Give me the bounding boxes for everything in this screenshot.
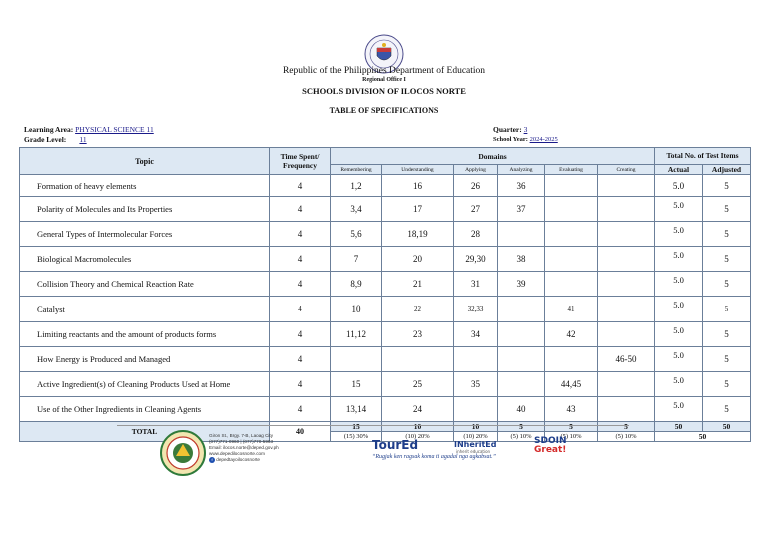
time-cell: 4	[270, 175, 331, 197]
adjusted-cell: 5	[703, 322, 751, 347]
actual-cell: 5.0	[655, 197, 703, 222]
division-contact-info	[209, 433, 279, 463]
item-cell: 42	[545, 322, 598, 347]
region-line: Regional Office I	[362, 77, 406, 83]
adjusted-cell: 5	[703, 272, 751, 297]
time-header: Time Spent/ Frequency	[270, 148, 331, 175]
time-cell: 4	[270, 272, 331, 297]
topic-cell: Formation of heavy elements	[20, 175, 270, 197]
table-row	[20, 222, 751, 247]
total-items-header: Total No. of Test Items	[655, 148, 751, 165]
time-cell: 4	[270, 297, 331, 322]
table-row	[20, 372, 751, 397]
item-cell	[598, 222, 655, 247]
domain-creating: Creating	[598, 165, 655, 175]
item-cell: 11,12	[331, 322, 382, 347]
actual-cell: 5.0	[655, 247, 703, 272]
item-cell: 13,14	[331, 397, 382, 422]
actual-cell: 5.0	[655, 175, 703, 197]
phone-line: (077)771-0960 | (077)770-5963	[209, 439, 274, 444]
republic-line: Republic of the Philippines Department of Education	[282, 66, 486, 76]
domain-analyzing: Analyzing	[498, 165, 545, 175]
table-row	[20, 322, 751, 347]
table-row	[20, 397, 751, 422]
grand-total-cell: 50	[655, 432, 751, 442]
domain-percent-cell: (15) 30%	[331, 432, 382, 442]
item-cell	[545, 347, 598, 372]
time-cell: 4	[270, 222, 331, 247]
adjusted-header: Adjusted	[703, 165, 751, 175]
actual-cell: 5.0	[655, 322, 703, 347]
domain-percent-cell: (10) 20%	[382, 432, 454, 442]
item-cell: 21	[382, 272, 454, 297]
domain-percent-cell: (5) 10%	[545, 432, 598, 442]
division-logo-icon	[160, 430, 206, 476]
item-cell	[454, 347, 498, 372]
item-cell: 8,9	[331, 272, 382, 297]
item-cell	[498, 297, 545, 322]
item-cell: 36	[498, 175, 545, 197]
time-cell: 4	[270, 397, 331, 422]
actual-cell: 5.0	[655, 372, 703, 397]
table-row	[20, 272, 751, 297]
adjusted-cell: 5	[703, 247, 751, 272]
item-cell: 17	[382, 197, 454, 222]
adjusted-cell: 5	[703, 372, 751, 397]
item-cell: 28	[454, 222, 498, 247]
actual-cell: 5.0	[655, 272, 703, 297]
toured-logo: TourEd	[372, 438, 419, 452]
topic-cell: Limiting reactants and the amount of products forms	[20, 322, 270, 347]
total-time-cell: 40	[270, 422, 331, 442]
adjusted-cell: 5	[703, 397, 751, 422]
item-cell	[598, 372, 655, 397]
inherited-subtitle: inherit education	[456, 449, 491, 454]
item-cell: 31	[454, 272, 498, 297]
address-line: Giron St., Brgy. 7-B, Laoag City	[209, 433, 273, 438]
item-cell	[598, 175, 655, 197]
item-cell: 5,6	[331, 222, 382, 247]
item-cell	[498, 372, 545, 397]
item-cell: 27	[454, 197, 498, 222]
time-cell: 4	[270, 247, 331, 272]
item-cell: 41	[545, 297, 598, 322]
topic-cell: Collision Theory and Chemical Reaction Rate	[20, 272, 270, 297]
item-cell	[454, 397, 498, 422]
item-cell: 18,19	[382, 222, 454, 247]
domain-count-cell: 10	[454, 422, 498, 432]
domain-remembering: Remembering	[331, 165, 382, 175]
domain-count-cell: 5	[598, 422, 655, 432]
adjusted-cell: 5	[703, 175, 751, 197]
topic-cell: Polarity of Molecules and Its Properties	[20, 197, 270, 222]
item-cell: 29,30	[454, 247, 498, 272]
actual-header: Actual	[655, 165, 703, 175]
item-cell: 43	[545, 397, 598, 422]
topic-cell: Active Ingredient(s) of Cleaning Products Used at Home	[20, 372, 270, 397]
item-cell	[545, 247, 598, 272]
total-counts-row	[20, 422, 751, 432]
topic-cell: General Types of Intermolecular Forces	[20, 222, 270, 247]
item-cell: 10	[331, 297, 382, 322]
school-year: School Year: 2024-2025	[493, 136, 558, 143]
item-cell	[545, 272, 598, 297]
item-cell	[545, 222, 598, 247]
item-cell	[598, 272, 655, 297]
item-cell: 24	[382, 397, 454, 422]
facebook-handle: depedtayoilocosnorte	[216, 457, 260, 463]
item-cell: 1,2	[331, 175, 382, 197]
item-cell	[598, 322, 655, 347]
domain-percent-cell: (10) 20%	[454, 432, 498, 442]
adjusted-cell: 5	[703, 222, 751, 247]
domain-percent-cell: (5) 10%	[498, 432, 545, 442]
inherited-logo: INheritEd	[454, 440, 497, 449]
item-cell: 25	[382, 372, 454, 397]
table-row	[20, 347, 751, 372]
time-cell: 4	[270, 347, 331, 372]
domain-percent-cell: (5) 10%	[598, 432, 655, 442]
item-cell: 22	[382, 297, 454, 322]
time-cell: 4	[270, 372, 331, 397]
actual-cell: 5.0	[655, 347, 703, 372]
topic-cell: Use of the Other Ingredients in Cleaning Agents	[20, 397, 270, 422]
item-cell: 46-50	[598, 347, 655, 372]
item-cell: 7	[331, 247, 382, 272]
item-cell: 35	[454, 372, 498, 397]
item-cell	[498, 347, 545, 372]
learning-area: Learning Area: PHYSICAL SCIENCE 11	[24, 125, 154, 134]
facebook-icon: f	[209, 457, 215, 463]
topic-cell: How Energy is Produced and Managed	[20, 347, 270, 372]
item-cell	[598, 297, 655, 322]
item-cell	[331, 347, 382, 372]
topic-header: Topic	[20, 148, 270, 175]
adjusted-cell: 5	[703, 347, 751, 372]
domain-understanding: Understanding	[382, 165, 454, 175]
item-cell	[598, 247, 655, 272]
item-cell	[498, 222, 545, 247]
actual-cell: 5.0	[655, 397, 703, 422]
item-cell: 16	[382, 175, 454, 197]
item-cell: 32,33	[454, 297, 498, 322]
total-label: TOTAL	[20, 422, 270, 442]
item-cell: 26	[454, 175, 498, 197]
item-cell: 34	[454, 322, 498, 347]
specifications-table	[19, 147, 751, 442]
item-cell	[598, 397, 655, 422]
item-cell	[598, 197, 655, 222]
total-adjusted-cell: 50	[703, 422, 751, 432]
actual-cell: 5.0	[655, 222, 703, 247]
item-cell: 40	[498, 397, 545, 422]
table-row	[20, 247, 751, 272]
item-cell: 23	[382, 322, 454, 347]
domain-applying: Applying	[454, 165, 498, 175]
item-cell: 3,4	[331, 197, 382, 222]
item-cell: 39	[498, 272, 545, 297]
item-cell	[382, 347, 454, 372]
item-cell: 37	[498, 197, 545, 222]
division-line: SCHOOLS DIVISION OF ILOCOS NORTE	[302, 86, 466, 96]
sdoin-great-logo: SDOIN Great!	[534, 436, 567, 455]
adjusted-cell: 5	[703, 297, 751, 322]
item-cell: 15	[331, 372, 382, 397]
item-cell: 44,45	[545, 372, 598, 397]
topic-cell: Catalyst	[20, 297, 270, 322]
item-cell: 20	[382, 247, 454, 272]
footer-divider	[117, 425, 629, 426]
actual-cell: 5.0	[655, 297, 703, 322]
quarter: Quarter: 3	[493, 125, 528, 134]
domain-count-cell: 5	[545, 422, 598, 432]
total-actual-cell: 50	[655, 422, 703, 432]
table-row	[20, 175, 751, 197]
website-line: www.depedilocosnorte.com	[209, 451, 265, 456]
domain-count-cell: 5	[498, 422, 545, 432]
item-cell	[545, 197, 598, 222]
domains-header: Domains	[331, 148, 655, 165]
table-row	[20, 197, 751, 222]
document-title: TABLE OF SPECIFICATIONS	[329, 106, 439, 115]
time-cell: 4	[270, 197, 331, 222]
topic-cell: Biological Macromolecules	[20, 247, 270, 272]
grade-level: Grade Level: 11	[24, 135, 87, 144]
tagline: “Rugjak ken ragsak koma ti agadal nga agkabsat.”	[372, 454, 496, 460]
item-cell	[498, 322, 545, 347]
item-cell	[545, 175, 598, 197]
item-cell: 38	[498, 247, 545, 272]
table-row	[20, 297, 751, 322]
domain-evaluating: Evaluating	[545, 165, 598, 175]
domain-count-cell: 10	[382, 422, 454, 432]
email-line: Email: ilocos.norte@deped.gov.ph	[209, 445, 279, 450]
adjusted-cell: 5	[703, 197, 751, 222]
time-cell: 4	[270, 322, 331, 347]
domain-count-cell: 15	[331, 422, 382, 432]
